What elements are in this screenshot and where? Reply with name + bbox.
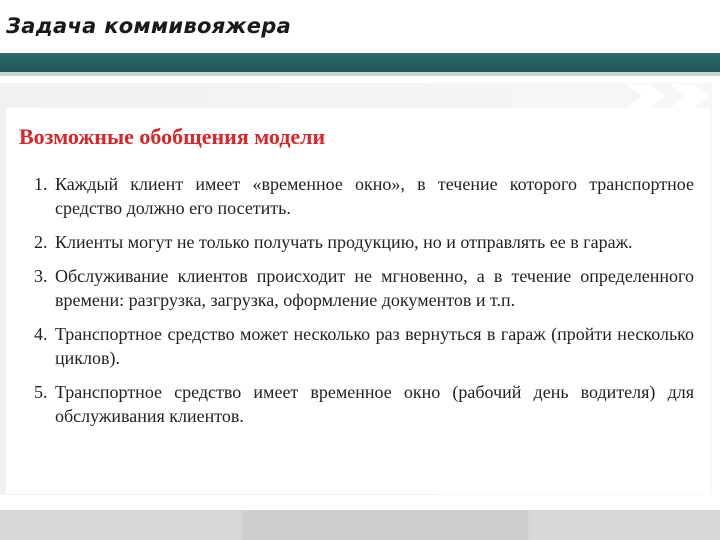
list-item [34,230,694,254]
slide-title: Задача коммивояжера [6,14,292,38]
section-heading: Возможные обобщения модели [19,124,326,149]
list-item-number: 5. [34,382,48,402]
generalizations-list [34,172,694,438]
footer-segment [0,510,240,540]
list-item-number: 1. [34,174,48,194]
list-item [34,172,694,220]
chevron-right-icon [624,84,668,108]
chevron-right-icon [668,84,712,108]
list-item-text: Транспортное средство имеет временное окно (рабочий день водителя) для обслуживания клиентов. [55,382,694,426]
list-item-text: Каждый клиент имеет «временное окно», в течение которого транспортное средство должно его посетить. [55,174,694,218]
list-item-number: 4. [34,324,48,344]
list-item-text: Транспортное средство может несколько раз вернуться в гараж (пройти несколько циклов). [55,324,694,368]
list-item-number: 2. [34,232,48,252]
list-item [34,322,694,370]
header-bar [0,53,720,72]
list-item-text: Клиенты могут не только получать продукцию, но и отправлять ее в гараж. [55,232,633,252]
footer-segment [243,510,528,540]
list-item [34,380,694,428]
list-item-text: Обслуживание клиентов происходит не мгновенно, а в течение определенного времени: разгрузка, загрузка, оформление документов и т.п. [55,266,694,310]
list-item [34,264,694,312]
footer-segment [531,510,720,540]
list-item-number: 3. [34,266,48,286]
footer-bar [0,510,720,540]
header-bar-accent [0,72,720,76]
chevron-decoration [624,84,712,108]
